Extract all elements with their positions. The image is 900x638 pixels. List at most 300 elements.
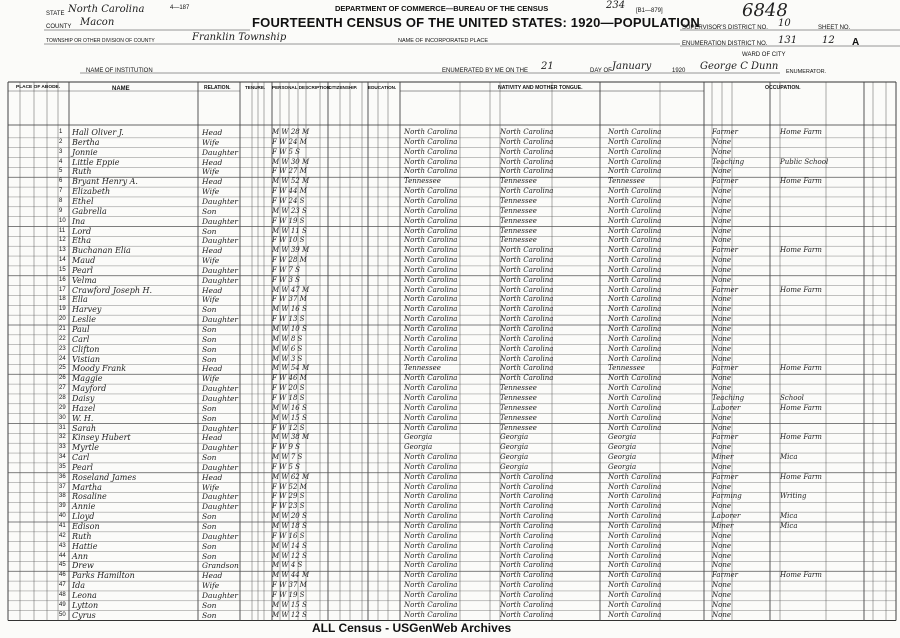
personal-description: F W 18 S [272,393,305,402]
person-name: Velma [72,275,97,285]
person-name: Maud [72,256,96,266]
mother-birthplace: North Carolina [608,571,662,580]
mother-birthplace: North Carolina [608,246,662,255]
month-value: January [612,61,652,72]
father-birthplace: North Carolina [500,600,554,609]
line-number: 42 [59,532,66,539]
father-birthplace: North Carolina [500,364,554,373]
personal-description: F W 29 S [272,492,305,501]
father-birthplace: Georgia [500,462,529,471]
line-number: 35 [59,463,66,470]
line-number: 23 [59,345,66,352]
father-birthplace: North Carolina [500,531,554,540]
industry: Public School [780,157,829,166]
occupation: None [712,334,731,343]
relation: Son [202,610,217,620]
father-birthplace: North Carolina [500,541,554,550]
line-number: 16 [59,276,66,283]
personal-description: M W 38 M [272,433,310,442]
birthplace: North Carolina [404,157,458,166]
person-name: Etha [72,236,91,246]
personal-description: M W 15 S [272,600,307,609]
father-birthplace: North Carolina [500,472,554,481]
relation: Son [202,541,217,551]
mother-birthplace: North Carolina [608,551,662,560]
birthplace: North Carolina [404,196,458,205]
line-number: 12 [59,237,66,244]
occupation: Miner [712,453,734,462]
industry: Home Farm [780,364,822,373]
person-name: Ella [72,295,88,305]
line-number: 2 [59,138,63,145]
relation: Son [202,522,217,531]
occupation: None [712,216,731,225]
personal-description: M W 8 S [272,334,303,343]
father-birthplace: Georgia [500,433,529,442]
relation: Daughter [202,265,238,275]
relation: Daughter [202,216,238,226]
line-number: 43 [59,542,66,549]
person-name: Roseland James [72,472,137,482]
mother-birthplace: North Carolina [608,522,662,530]
relation: Wife [202,256,220,266]
father-birthplace: North Carolina [500,374,554,383]
line-number: 4 [59,158,63,165]
mother-birthplace: North Carolina [608,384,662,393]
mother-birthplace: North Carolina [608,492,662,501]
person-name: Edison [72,522,100,531]
relation: Son [202,344,217,354]
sheet-number-value: 12 [822,35,835,46]
col-education: EDUCATION. [368,85,397,90]
occupation: None [712,226,731,235]
personal-description: M W 47 M [272,285,310,294]
relation: Daughter [202,423,238,433]
person-name: Annie [72,502,96,512]
mother-birthplace: North Carolina [608,206,662,215]
occupation: Farming [712,492,742,501]
col-occupation: OCCUPATION. [765,85,801,91]
county-label: COUNTY [46,24,72,30]
industry: Mica [780,512,798,521]
person-name: Cyrus [72,610,96,620]
line-number: 13 [59,247,66,254]
mother-birthplace: North Carolina [608,403,662,412]
personal-description: F W 52 M [272,482,307,491]
line-number: 36 [59,473,66,480]
line-number: 29 [59,404,66,411]
mother-birthplace: North Carolina [608,423,662,432]
line-number: 10 [59,217,66,224]
line-number: 18 [59,296,66,303]
relation: Son [202,325,217,334]
mother-birthplace: North Carolina [608,305,662,314]
father-birthplace: North Carolina [500,354,554,363]
enumerated-day: 21 [541,61,554,72]
father-birthplace: North Carolina [500,157,554,166]
person-name: Lord [72,226,92,236]
father-birthplace: North Carolina [500,128,554,136]
occupation: None [712,502,731,511]
personal-description: F W 7 S [272,265,300,274]
col-citizenship: CITIZENSHIP. [328,85,358,90]
line-number: 46 [59,572,66,579]
mother-birthplace: North Carolina [608,590,662,599]
father-birthplace: Tennessee [500,236,537,245]
relation: Wife [202,482,220,492]
occupation: None [712,256,731,265]
state-label: STATE [46,11,65,17]
personal-description: F W 20 S [272,384,305,393]
person-name: Lytton [72,600,99,610]
occupation: Farmer [712,246,739,255]
industry: School [780,393,804,402]
mother-birthplace: North Carolina [608,354,662,363]
personal-description: M W 3 S [272,354,303,363]
personal-description: M W 4 S [272,561,303,570]
mother-birthplace: North Carolina [608,216,662,225]
col-tenure: TENURE. [245,85,266,90]
person-name: Leslie [72,315,97,325]
occupation: None [712,147,731,156]
industry: Home Farm [780,571,822,580]
occupation: None [712,315,731,324]
archive-watermark: ALL Census - USGenWeb Archives [312,621,512,635]
birthplace: North Carolina [404,492,458,501]
relation: Son [202,354,217,364]
personal-description: M W 54 M [272,364,310,373]
birthplace: North Carolina [404,315,458,324]
relation: Wife [202,187,220,197]
line-number: 6 [59,178,63,185]
birthplace: Tennessee [404,364,441,373]
line-number: 5 [59,168,63,175]
personal-description: F W 19 S [272,590,305,599]
occupation: None [712,600,731,609]
line-number: 47 [59,582,66,589]
line-number: 15 [59,266,66,273]
census-title: FOURTEENTH CENSUS OF THE UNITED STATES: 1920—POPULATION [252,15,700,30]
relation: Son [202,413,217,423]
father-birthplace: North Carolina [500,137,554,146]
father-birthplace: North Carolina [500,581,554,590]
occupation: None [712,413,731,422]
father-birthplace: North Carolina [500,167,554,176]
personal-description: M W 62 M [272,472,310,481]
personal-description: F W 44 M [272,187,307,196]
person-name: Hazel [72,403,96,413]
line-number: 39 [59,503,66,510]
person-name: Pearl [72,462,93,472]
birthplace: North Carolina [404,453,458,462]
father-birthplace: North Carolina [500,571,554,580]
father-birthplace: Georgia [500,443,529,452]
line-number: 37 [59,483,66,490]
father-birthplace: North Carolina [500,325,554,333]
occupation: None [712,344,731,353]
mother-birthplace: North Carolina [608,265,662,274]
birthplace: North Carolina [404,137,458,146]
mother-birthplace: North Carolina [608,295,662,304]
mother-birthplace: North Carolina [608,137,662,146]
relation: Daughter [202,502,238,512]
mother-birthplace: North Carolina [608,561,662,570]
line-number: 14 [59,257,66,264]
occupation: None [712,354,731,363]
relation: Head [202,571,223,581]
person-name: Carl [72,334,90,344]
personal-description: F W 37 M [272,295,307,304]
relation: Daughter [202,393,238,403]
relation: Daughter [202,384,238,394]
relation: Wife [202,167,220,177]
person-name: Ruth [72,531,92,541]
person-name: Gabrella [72,206,107,216]
relation: Head [202,472,223,482]
birthplace: North Carolina [404,334,458,343]
line-number: 32 [59,434,66,441]
mother-birthplace: Georgia [608,453,637,462]
father-birthplace: Tennessee [500,384,537,393]
person-name: W. H. [72,413,94,423]
father-birthplace: North Carolina [500,590,554,599]
occupation: Miner [712,522,734,530]
father-birthplace: North Carolina [500,305,554,314]
birthplace: North Carolina [404,246,458,255]
line-number: 44 [59,552,66,559]
mother-birthplace: North Carolina [608,512,662,521]
mother-birthplace: Tennessee [608,364,645,373]
occupation: None [712,561,731,570]
occupation: Teaching [712,393,745,402]
birthplace: North Carolina [404,423,458,432]
col-name: NAME [112,86,130,92]
personal-description: M W 18 S [272,522,307,530]
personal-description: F W 16 S [272,531,305,540]
birthplace: North Carolina [404,531,458,540]
occupation: Teaching [712,157,745,166]
birthplace: North Carolina [404,551,458,560]
line-number: 48 [59,591,66,598]
relation: Daughter [202,315,238,325]
person-name: Clifton [72,344,100,354]
relation: Daughter [202,590,238,600]
birthplace: North Carolina [404,571,458,580]
mother-birthplace: North Carolina [608,285,662,294]
supervisor-district-label: SUPERVISOR'S DISTRICT NO. [682,25,768,31]
relation: Daughter [202,462,238,472]
relation: Son [202,453,217,463]
person-name: Ethel [72,196,94,206]
relation: Head [202,128,223,137]
relation: Grandson [202,561,239,571]
father-birthplace: North Carolina [500,246,554,255]
person-name: Ina [72,216,86,226]
father-birthplace: North Carolina [500,256,554,265]
occupation: None [712,206,731,215]
year-value: 1920 [672,68,686,74]
line-number: 17 [59,286,66,293]
supervisor-district-value: 10 [778,18,791,29]
birthplace: North Carolina [404,512,458,521]
relation: Head [202,285,223,295]
birthplace: North Carolina [404,413,458,422]
person-name: Martha [72,482,102,492]
person-name: Hall Oliver J. [72,128,124,137]
sheet-number-label: SHEET NO. [818,25,851,31]
personal-description: F W 10 S [272,236,305,245]
father-birthplace: Tennessee [500,413,537,422]
person-name: Mayford [72,384,107,394]
occupation: None [712,137,731,146]
occupation: None [712,295,731,304]
relation: Wife [202,374,220,384]
relation: Son [202,206,217,216]
relation: Daughter [202,147,238,157]
line-number: 40 [59,513,66,520]
line-number: 22 [59,335,66,342]
institution-label: NAME OF INSTITUTION [86,68,153,74]
line-number: 49 [59,601,66,608]
birthplace: North Carolina [404,147,458,156]
mother-birthplace: North Carolina [608,167,662,176]
mother-birthplace: North Carolina [608,315,662,324]
industry: Home Farm [780,285,822,294]
father-birthplace: Tennessee [500,393,537,402]
personal-description: M W 6 S [272,344,303,353]
birthplace: North Carolina [404,561,458,570]
person-name: Hattie [72,541,98,551]
line-number: 19 [59,306,66,313]
form-number: 4—187 [170,5,190,11]
mother-birthplace: North Carolina [608,157,662,166]
personal-description: M W 15 S [272,413,307,422]
relation: Daughter [202,492,238,502]
relation: Son [202,551,217,561]
relation: Wife [202,581,220,591]
father-birthplace: North Carolina [500,482,554,491]
father-birthplace: Tennessee [500,206,537,215]
birthplace: North Carolina [404,226,458,235]
col-relation: RELATION. [204,85,231,91]
stamp-number: 6848 [742,0,788,21]
father-birthplace: North Carolina [500,344,554,353]
person-name: Pearl [72,265,93,275]
relation: Son [202,512,217,522]
line-number: 25 [59,365,66,372]
father-birthplace: Tennessee [500,177,537,186]
mother-birthplace: North Carolina [608,226,662,235]
personal-description: F W 12 S [272,423,305,432]
father-birthplace: North Carolina [500,187,554,196]
county-value: Macon [80,17,115,28]
father-birthplace: Tennessee [500,403,537,412]
ward-label: WARD OF CITY [742,52,786,58]
father-birthplace: North Carolina [500,275,554,284]
industry: Home Farm [780,433,822,442]
line-number: 20 [59,316,66,323]
birthplace: North Carolina [404,344,458,353]
department-heading: DEPARTMENT OF COMMERCE—BUREAU OF THE CENSUS [335,4,549,13]
relation: Daughter [202,196,238,206]
occupation: Farmer [712,364,739,373]
mother-birthplace: North Carolina [608,236,662,245]
birthplace: North Carolina [404,541,458,550]
birthplace: North Carolina [404,522,458,530]
father-birthplace: North Carolina [500,147,554,156]
personal-description: M W 20 S [272,512,307,521]
occupation: None [712,196,731,205]
birthplace: North Carolina [404,502,458,511]
industry: Home Farm [780,128,822,136]
line-number: 21 [59,326,66,332]
occupation: None [712,374,731,383]
personal-description: M W 16 S [272,403,307,412]
mother-birthplace: North Carolina [608,413,662,422]
personal-description: M W 10 S [272,325,307,333]
relation: Wife [202,295,220,305]
relation: Son [202,334,217,344]
personal-description: M W 23 S [272,206,307,215]
person-name: Moody Frank [72,364,127,374]
occupation: None [712,325,731,333]
person-name: Ida [72,581,86,591]
father-birthplace: North Carolina [500,512,554,521]
line-number: 31 [59,424,66,431]
person-name: Maggie [72,374,103,384]
person-name: Parks Hamilton [72,571,135,581]
col-personal-description: PERSONAL DESCRIPTION. [272,85,332,90]
state-value: North Carolina [68,4,145,15]
line-number: 1 [59,129,63,135]
occupation: Laborer [712,512,741,521]
birthplace: North Carolina [404,325,458,333]
birthplace: North Carolina [404,393,458,402]
line-number: 9 [59,207,63,214]
father-birthplace: Tennessee [500,226,537,235]
line-number: 41 [59,523,66,529]
personal-description: M W 7 S [272,453,303,462]
occupation: Farmer [712,177,739,186]
birthplace: North Carolina [404,403,458,412]
birthplace: North Carolina [404,384,458,393]
occupation: None [712,305,731,314]
relation: Son [202,226,217,236]
mother-birthplace: North Carolina [608,325,662,333]
occupation: None [712,187,731,196]
birthplace: North Carolina [404,472,458,481]
relation: Head [202,364,223,374]
person-name: Bertha [72,137,100,147]
personal-description: F W 24 S [272,196,305,205]
father-birthplace: Georgia [500,453,529,462]
industry: Writing [780,492,807,501]
person-name: Carl [72,453,90,463]
personal-description: F W 37 M [272,581,307,590]
person-name: Jonnie [72,147,98,157]
mother-birthplace: North Carolina [608,600,662,609]
father-birthplace: North Carolina [500,492,554,501]
sheet-letter: A [852,37,860,48]
line-number: 50 [59,611,66,618]
relation: Son [202,403,217,413]
occupation: None [712,275,731,284]
person-name: Kinsey Hubert [72,433,131,443]
occupation: None [712,541,731,550]
industry: Home Farm [780,246,822,255]
mother-birthplace: North Carolina [608,344,662,353]
enumerator-name: George C Dunn [700,61,779,72]
